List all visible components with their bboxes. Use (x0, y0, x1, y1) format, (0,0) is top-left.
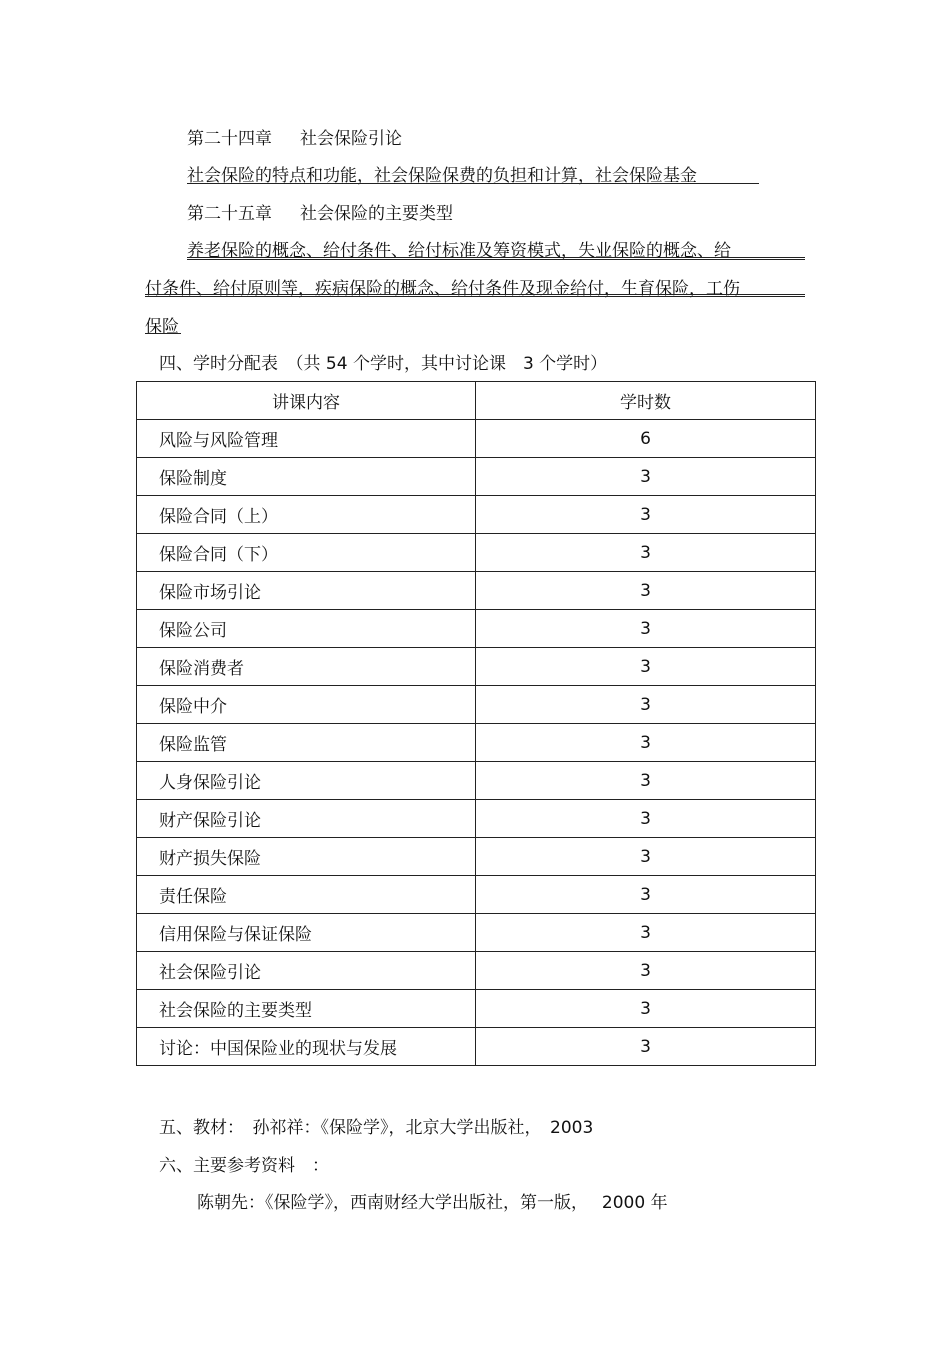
chapter-title: 社会保险的主要类型 (300, 204, 453, 224)
table-row (137, 534, 816, 572)
table-cell-hours: 6 (476, 420, 816, 458)
table-cell-content: 责任保险 (137, 876, 476, 914)
underline-rule (145, 294, 805, 297)
table-row (137, 838, 816, 876)
schedule-table (136, 381, 816, 1066)
table-row (137, 762, 816, 800)
table-cell-content: 人身保险引论 (137, 762, 476, 800)
section-4-heading: 四、学时分配表 （共 54 个学时，其中讨论课 3 个学时） (159, 354, 608, 374)
table-cell-content: 保险公司 (137, 610, 476, 648)
column-header-hours: 学时数 (476, 382, 816, 420)
table-cell-content: 社会保险引论 (137, 952, 476, 990)
chapter-25-content-line2: 付条件、给付原则等，疾病保险的概念、给付条件及现金给付，生育保险，工伤 (145, 279, 740, 299)
table-row (137, 686, 816, 724)
chapter-25-content-line1: 养老保险的概念、给付条件、给付标准及筹资模式，失业保险的概念、给 (187, 241, 731, 261)
table-row (137, 420, 816, 458)
table-cell-hours: 3 (476, 572, 816, 610)
table-cell-content: 风险与风险管理 (137, 420, 476, 458)
table-cell-hours: 3 (476, 648, 816, 686)
table-cell-content: 保险市场引论 (137, 572, 476, 610)
column-header-content: 讲课内容 (137, 382, 476, 420)
table-cell-hours: 3 (476, 1028, 816, 1066)
chapter-25-heading (187, 199, 453, 224)
table-row (137, 610, 816, 648)
table-cell-content: 讨论：中国保险业的现状与发展 (137, 1028, 476, 1066)
underline-rule (187, 257, 805, 260)
chapter-title: 社会保险引论 (300, 129, 402, 149)
table-cell-hours: 3 (476, 914, 816, 952)
table-cell-content: 保险消费者 (137, 648, 476, 686)
table-cell-content: 社会保险的主要类型 (137, 990, 476, 1028)
table-cell-hours: 3 (476, 724, 816, 762)
table-row (137, 496, 816, 534)
table-cell-hours: 3 (476, 952, 816, 990)
table-cell-content: 保险监管 (137, 724, 476, 762)
chapter-24-content: 社会保险的特点和功能，社会保险保费的负担和计算，社会保险基金 (187, 166, 697, 186)
table-row (137, 724, 816, 762)
chapter-24-heading (187, 124, 402, 149)
chapter-25-content-line3: 保险 (145, 317, 179, 337)
table-cell-content: 保险合同（上） (137, 496, 476, 534)
section-5-textbook: 五、教材： 孙祁祥：《保险学》，北京大学出版社， 2003 (159, 1118, 594, 1138)
underline-rule (145, 333, 181, 334)
table-cell-hours: 3 (476, 610, 816, 648)
underline-rule (187, 183, 759, 184)
table-cell-hours: 3 (476, 762, 816, 800)
table-cell-content: 保险制度 (137, 458, 476, 496)
section-6-heading: 六、主要参考资料 ： (159, 1156, 329, 1176)
table-cell-hours: 3 (476, 990, 816, 1028)
table-cell-hours: 3 (476, 686, 816, 724)
table-cell-hours: 3 (476, 876, 816, 914)
table-row (137, 952, 816, 990)
table-cell-content: 保险合同（下） (137, 534, 476, 572)
chapter-number: 第二十四章 (187, 129, 272, 149)
table-cell-hours: 3 (476, 496, 816, 534)
table-row (137, 458, 816, 496)
table-cell-content: 保险中介 (137, 686, 476, 724)
table-row (137, 648, 816, 686)
table-row (137, 914, 816, 952)
table-cell-content: 信用保险与保证保险 (137, 914, 476, 952)
table-row (137, 876, 816, 914)
table-cell-hours: 3 (476, 534, 816, 572)
chapter-number: 第二十五章 (187, 204, 272, 224)
table-cell-hours: 3 (476, 458, 816, 496)
table-row (137, 800, 816, 838)
table-cell-content: 财产保险引论 (137, 800, 476, 838)
reference-item: 陈朝先：《保险学》，西南财经大学出版社，第一版， 2000 年 (197, 1193, 668, 1213)
table-cell-hours: 3 (476, 838, 816, 876)
table-cell-content: 财产损失保险 (137, 838, 476, 876)
table-row (137, 572, 816, 610)
table-cell-hours: 3 (476, 800, 816, 838)
table-header-row (137, 382, 816, 420)
table-row (137, 990, 816, 1028)
table-row (137, 1028, 816, 1066)
